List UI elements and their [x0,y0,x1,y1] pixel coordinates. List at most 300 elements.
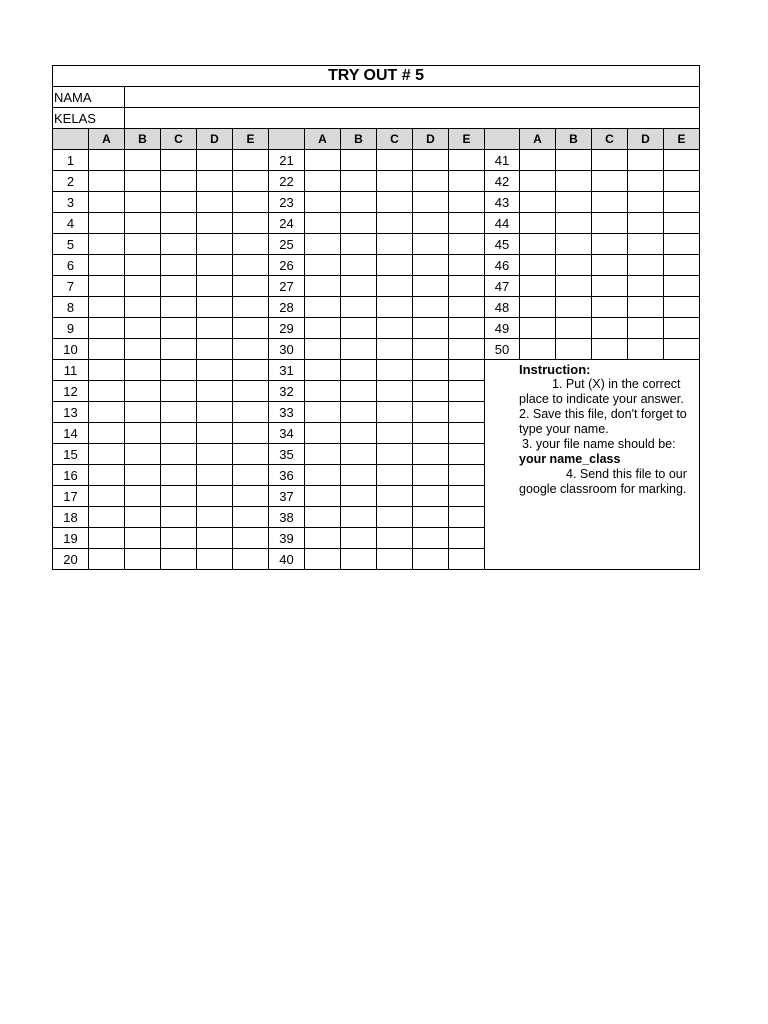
answer-cell[interactable] [233,486,269,507]
answer-cell[interactable] [125,549,161,570]
question-number: 1 [53,150,89,171]
answer-cell[interactable] [89,339,125,360]
answer-cell[interactable] [341,423,377,444]
answer-cell[interactable] [341,402,377,423]
name-field[interactable] [125,87,700,108]
answer-cell[interactable] [377,486,413,507]
answer-cell[interactable] [377,192,413,213]
answer-cell[interactable] [413,402,449,423]
answer-cell[interactable] [556,150,592,171]
answer-cell[interactable] [664,255,700,276]
answer-cell[interactable] [305,549,341,570]
answer-cell[interactable] [377,360,413,381]
answer-cell[interactable] [592,255,628,276]
answer-cell[interactable] [556,255,592,276]
answer-cell[interactable] [520,339,556,360]
answer-cell[interactable] [377,171,413,192]
answer-cell[interactable] [520,171,556,192]
sheet-title: TRY OUT # 5 [53,66,700,87]
answer-cell[interactable] [233,444,269,465]
answer-cell[interactable] [377,381,413,402]
question-number: 35 [269,444,305,465]
answer-cell[interactable] [197,276,233,297]
answer-cell[interactable] [413,381,449,402]
answer-cell[interactable] [233,360,269,381]
answer-cell[interactable] [305,423,341,444]
answer-cell[interactable] [592,192,628,213]
question-number: 18 [53,507,89,528]
answer-cell[interactable] [592,297,628,318]
question-number: 25 [269,234,305,255]
instruction-filename: your name_class [519,452,621,466]
answer-cell[interactable] [125,255,161,276]
answer-cell[interactable] [305,360,341,381]
answer-cell[interactable] [377,318,413,339]
answer-cell[interactable] [341,213,377,234]
question-number: 30 [269,339,305,360]
answer-cell[interactable] [233,318,269,339]
answer-cell[interactable] [628,276,664,297]
answer-cell[interactable] [89,507,125,528]
question-row [53,255,700,276]
answer-cell[interactable] [664,192,700,213]
question-number: 32 [269,381,305,402]
answer-cell[interactable] [628,297,664,318]
question-number: 11 [53,360,89,381]
class-label: KELAS [53,108,125,129]
answer-cell[interactable] [197,360,233,381]
answer-cell[interactable] [197,507,233,528]
answer-cell[interactable] [449,192,485,213]
answer-cell[interactable] [125,381,161,402]
answer-cell[interactable] [89,171,125,192]
answer-cell[interactable] [233,339,269,360]
answer-cell[interactable] [161,339,197,360]
answer-cell[interactable] [664,297,700,318]
answer-cell[interactable] [449,360,485,381]
answer-cell[interactable] [89,423,125,444]
answer-cell[interactable] [305,171,341,192]
answer-cell[interactable] [161,549,197,570]
answer-cell[interactable] [233,528,269,549]
answer-cell[interactable] [89,381,125,402]
answer-cell[interactable] [233,549,269,570]
answer-cell[interactable] [161,423,197,444]
answer-cell[interactable] [125,213,161,234]
answer-cell[interactable] [413,234,449,255]
answer-cell[interactable] [449,318,485,339]
answer-cell[interactable] [89,276,125,297]
answer-cell[interactable] [305,486,341,507]
answer-cell[interactable] [413,549,449,570]
answer-cell[interactable] [341,486,377,507]
option-header: A [520,129,556,150]
answer-cell[interactable] [377,150,413,171]
question-row [53,213,700,234]
answer-cell[interactable] [197,150,233,171]
answer-cell[interactable] [377,528,413,549]
answer-cell[interactable] [628,339,664,360]
answer-cell[interactable] [89,213,125,234]
answer-cell[interactable] [413,507,449,528]
answer-cell[interactable] [520,276,556,297]
instruction-title: Instruction: [519,362,591,377]
answer-cell[interactable] [89,486,125,507]
answer-cell[interactable] [197,255,233,276]
question-number: 37 [269,486,305,507]
answer-cell[interactable] [664,339,700,360]
answer-cell[interactable] [556,213,592,234]
answer-cell[interactable] [556,339,592,360]
number-header [53,129,89,150]
answer-cell[interactable] [197,381,233,402]
question-number: 17 [53,486,89,507]
answer-cell[interactable] [413,528,449,549]
answer-cell[interactable] [233,402,269,423]
option-header: E [233,129,269,150]
answer-cell[interactable] [161,402,197,423]
answer-cell[interactable] [305,507,341,528]
answer-cell[interactable] [197,486,233,507]
answer-cell[interactable] [125,150,161,171]
question-number: 9 [53,318,89,339]
answer-cell[interactable] [89,192,125,213]
answer-cell[interactable] [197,171,233,192]
name-row [53,87,700,108]
answer-cell[interactable] [377,423,413,444]
answer-cell[interactable] [305,234,341,255]
answer-cell[interactable] [413,318,449,339]
answer-cell[interactable] [89,234,125,255]
option-header: D [628,129,664,150]
answer-cell[interactable] [556,297,592,318]
answer-cell[interactable] [305,192,341,213]
answer-cell[interactable] [125,486,161,507]
question-number: 44 [485,213,520,234]
answer-cell[interactable] [305,318,341,339]
question-number: 4 [53,213,89,234]
answer-cell[interactable] [305,150,341,171]
answer-cell[interactable] [449,297,485,318]
answer-cell[interactable] [413,213,449,234]
answer-cell[interactable] [664,276,700,297]
answer-cell[interactable] [89,255,125,276]
answer-cell[interactable] [305,528,341,549]
class-row [53,108,700,129]
answer-cell[interactable] [341,276,377,297]
answer-cell[interactable] [161,507,197,528]
answer-cell[interactable] [161,486,197,507]
answer-cell[interactable] [341,234,377,255]
answer-cell[interactable] [377,402,413,423]
answer-cell[interactable] [233,381,269,402]
answer-cell[interactable] [628,171,664,192]
answer-cell[interactable] [305,465,341,486]
answer-cell[interactable] [305,444,341,465]
answer-cell[interactable] [449,213,485,234]
answer-cell[interactable] [197,402,233,423]
answer-cell[interactable] [413,465,449,486]
answer-cell[interactable] [628,150,664,171]
answer-cell[interactable] [449,381,485,402]
answer-cell[interactable] [413,150,449,171]
answer-cell[interactable] [197,549,233,570]
answer-cell[interactable] [233,213,269,234]
question-number: 27 [269,276,305,297]
answer-cell[interactable] [125,234,161,255]
answer-cell[interactable] [89,360,125,381]
answer-cell[interactable] [125,297,161,318]
answer-cell[interactable] [413,423,449,444]
answer-cell[interactable] [377,255,413,276]
answer-cell[interactable] [197,192,233,213]
answer-cell[interactable] [592,171,628,192]
answer-cell[interactable] [377,444,413,465]
answer-cell[interactable] [197,234,233,255]
answer-cell[interactable] [341,528,377,549]
answer-cell[interactable] [341,465,377,486]
answer-cell[interactable] [341,318,377,339]
answer-cell[interactable] [125,402,161,423]
answer-cell[interactable] [377,234,413,255]
answer-cell[interactable] [413,360,449,381]
answer-cell[interactable] [520,213,556,234]
answer-cell[interactable] [628,192,664,213]
question-number: 29 [269,318,305,339]
answer-cell[interactable] [664,171,700,192]
answer-cell[interactable] [341,339,377,360]
answer-cell[interactable] [197,444,233,465]
question-number: 8 [53,297,89,318]
answer-cell[interactable] [413,339,449,360]
answer-cell[interactable] [89,150,125,171]
answer-cell[interactable] [413,486,449,507]
answer-cell[interactable] [161,171,197,192]
answer-cell[interactable] [664,150,700,171]
class-field[interactable] [125,108,700,129]
answer-cell[interactable] [449,507,485,528]
answer-cell[interactable] [377,213,413,234]
answer-cell[interactable] [305,339,341,360]
answer-cell[interactable] [556,171,592,192]
answer-cell[interactable] [592,234,628,255]
answer-cell[interactable] [161,381,197,402]
question-row [53,360,700,381]
answer-cell[interactable] [520,318,556,339]
answer-cell[interactable] [161,528,197,549]
answer-cell[interactable] [125,276,161,297]
answer-cell[interactable] [305,213,341,234]
answer-cell[interactable] [520,255,556,276]
answer-cell[interactable] [377,549,413,570]
answer-cell[interactable] [233,255,269,276]
answer-cell[interactable] [197,465,233,486]
answer-cell[interactable] [449,171,485,192]
answer-cell[interactable] [556,192,592,213]
answer-cell[interactable] [449,528,485,549]
answer-cell[interactable] [125,318,161,339]
answer-cell[interactable] [233,276,269,297]
answer-cell[interactable] [341,381,377,402]
answer-cell[interactable] [341,360,377,381]
answer-cell[interactable] [125,465,161,486]
answer-cell[interactable] [592,213,628,234]
answer-cell[interactable] [125,507,161,528]
option-header: C [377,129,413,150]
answer-cell[interactable] [341,171,377,192]
question-number: 48 [485,297,520,318]
answer-cell[interactable] [556,234,592,255]
answer-cell[interactable] [449,255,485,276]
answer-cell[interactable] [197,318,233,339]
answer-cell[interactable] [233,423,269,444]
answer-cell[interactable] [197,213,233,234]
answer-cell[interactable] [413,255,449,276]
answer-cell[interactable] [161,150,197,171]
answer-cell[interactable] [161,276,197,297]
answer-cell[interactable] [628,255,664,276]
answer-cell[interactable] [233,171,269,192]
answer-cell[interactable] [125,423,161,444]
instruction-step-1: 1. Put (X) in the correct place to indicate your answer. [519,377,684,406]
option-header: C [592,129,628,150]
answer-cell[interactable] [664,234,700,255]
question-number: 22 [269,171,305,192]
answer-cell[interactable] [125,192,161,213]
question-number: 50 [485,339,520,360]
answer-cell[interactable] [449,150,485,171]
answer-cell[interactable] [125,444,161,465]
answer-cell[interactable] [89,297,125,318]
answer-cell[interactable] [161,444,197,465]
answer-cell[interactable] [413,444,449,465]
option-header: A [305,129,341,150]
answer-cell[interactable] [125,360,161,381]
number-header [269,129,305,150]
answer-cell[interactable] [556,318,592,339]
answer-cell[interactable] [449,234,485,255]
answer-cell[interactable] [449,486,485,507]
question-row [53,234,700,255]
answer-cell[interactable] [89,528,125,549]
answer-cell[interactable] [161,465,197,486]
answer-cell[interactable] [628,213,664,234]
option-header: C [161,129,197,150]
option-header: E [449,129,485,150]
answer-cell[interactable] [592,276,628,297]
answer-cell[interactable] [233,507,269,528]
answer-cell[interactable] [341,192,377,213]
answer-cell[interactable] [341,255,377,276]
answer-cell[interactable] [341,507,377,528]
answer-cell[interactable] [377,276,413,297]
answer-cell[interactable] [413,171,449,192]
answer-cell[interactable] [305,402,341,423]
answer-cell[interactable] [377,297,413,318]
answer-cell[interactable] [305,297,341,318]
question-number: 47 [485,276,520,297]
answer-cell[interactable] [628,318,664,339]
answer-cell[interactable] [305,276,341,297]
answer-cell[interactable] [449,402,485,423]
answer-cell[interactable] [449,276,485,297]
answer-cell[interactable] [377,339,413,360]
answer-cell[interactable] [449,549,485,570]
answer-cell[interactable] [413,192,449,213]
answer-cell[interactable] [341,297,377,318]
answer-cell[interactable] [628,234,664,255]
answer-cell[interactable] [89,318,125,339]
answer-cell[interactable] [89,444,125,465]
answer-cell[interactable] [592,150,628,171]
answer-cell[interactable] [161,360,197,381]
answer-cell[interactable] [161,234,197,255]
question-number: 38 [269,507,305,528]
answer-cell[interactable] [233,234,269,255]
answer-cell[interactable] [413,297,449,318]
option-header: B [556,129,592,150]
answer-cell[interactable] [449,423,485,444]
question-number: 34 [269,423,305,444]
answer-cell[interactable] [161,192,197,213]
answer-cell[interactable] [161,255,197,276]
answer-cell[interactable] [449,465,485,486]
answer-cell[interactable] [520,234,556,255]
question-number: 19 [53,528,89,549]
option-header: D [413,129,449,150]
answer-cell[interactable] [161,318,197,339]
answer-cell[interactable] [125,528,161,549]
answer-cell[interactable] [125,171,161,192]
answer-cell[interactable] [89,465,125,486]
answer-cell[interactable] [197,339,233,360]
answer-cell[interactable] [197,528,233,549]
answer-cell[interactable] [592,339,628,360]
number-header [485,129,520,150]
answer-cell[interactable] [413,276,449,297]
answer-cell[interactable] [233,465,269,486]
instruction-step-3: 3. your file name should be: [522,437,676,451]
answer-cell[interactable] [197,423,233,444]
answer-cell[interactable] [592,318,628,339]
answer-cell[interactable] [341,150,377,171]
answer-cell[interactable] [233,192,269,213]
answer-cell[interactable] [233,150,269,171]
answer-cell[interactable] [449,339,485,360]
answer-cell[interactable] [161,213,197,234]
answer-cell[interactable] [449,444,485,465]
answer-cell[interactable] [341,549,377,570]
answer-cell[interactable] [305,255,341,276]
answer-cell[interactable] [341,444,377,465]
answer-cell[interactable] [664,213,700,234]
question-number: 33 [269,402,305,423]
answer-cell[interactable] [520,192,556,213]
answer-cell[interactable] [305,381,341,402]
answer-cell[interactable] [197,297,233,318]
answer-cell[interactable] [556,276,592,297]
answer-cell[interactable] [520,150,556,171]
answer-cell[interactable] [161,297,197,318]
answer-cell[interactable] [89,402,125,423]
answer-cell[interactable] [89,549,125,570]
answer-cell[interactable] [233,297,269,318]
answer-cell[interactable] [125,339,161,360]
answer-cell[interactable] [520,297,556,318]
answer-cell[interactable] [377,507,413,528]
answer-cell[interactable] [664,318,700,339]
answer-cell[interactable] [377,465,413,486]
